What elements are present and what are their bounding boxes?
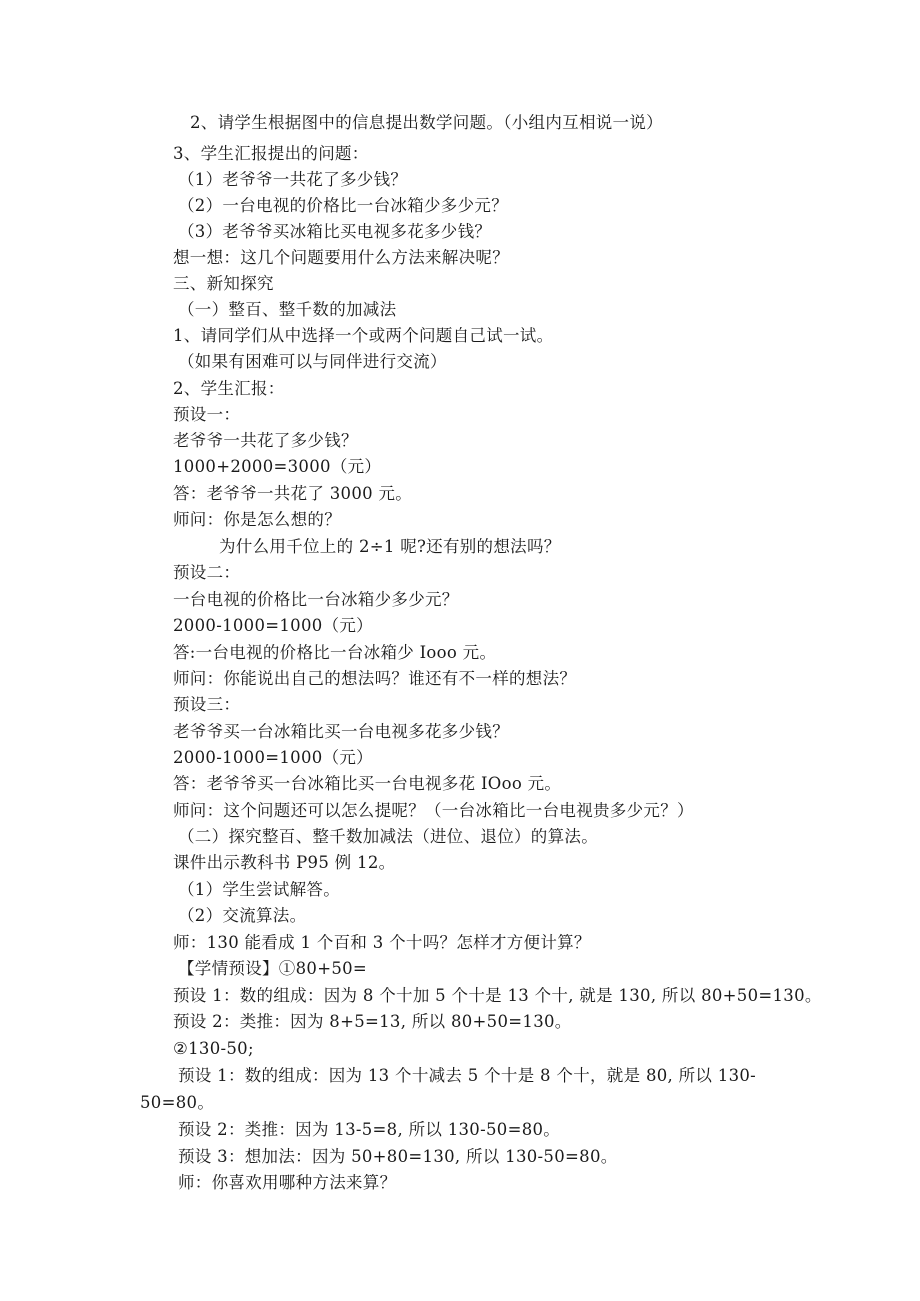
text-line: 预设 2：类推：因为 8+5=13, 所以 80+50=130。	[173, 1012, 572, 1031]
text-line: 预设 2：类推：因为 13-5=8, 所以 130-50=80。	[178, 1120, 561, 1139]
text-line: 师问：这个问题还可以怎么提呢？（一台冰箱比一台电视贵多少元？）	[173, 801, 694, 820]
section-heading: 三、新知探究	[173, 274, 274, 293]
text-line: 答:一台电视的价格比一台冰箱少 Iooo 元。	[173, 643, 497, 662]
equation-line: 2000-1000=1000（元）	[173, 748, 373, 767]
text-line: 老爷爷一共花了多少钱？	[173, 431, 358, 450]
text-line: （1）老爷爷一共花了多少钱？	[178, 170, 408, 189]
text-line: 为什么用千位上的 2÷1 呢?还有别的想法吗？	[219, 537, 561, 556]
text-line: 课件出示教科书 P95 例 12。	[173, 853, 396, 872]
text-line: 答：老爷爷一共花了 3000 元。	[173, 484, 413, 503]
text-line: 师问：你能说出自己的想法吗？谁还有不一样的想法？	[173, 669, 577, 688]
text-line: 预设 1：数的组成：因为 13 个十减去 5 个十是 8 个十，就是 80, 所以 130-	[178, 1066, 757, 1085]
text-line: 预设二：	[173, 563, 241, 582]
text-line: （2）一台电视的价格比一台冰箱少多少元？	[178, 196, 508, 215]
text-line: 师：130 能看成 1 个百和 3 个十吗？怎样才方便计算？	[173, 933, 591, 952]
text-line: （如果有困难可以与同伴进行交流）	[178, 352, 447, 371]
subsection-heading: （一）整百、整千数的加减法	[178, 300, 397, 319]
text-line: 预设三：	[173, 695, 241, 714]
text-line: 2、请学生根据图中的信息提出数学问题。（小组内互相说一说）	[190, 113, 663, 132]
text-line: 师问：你是怎么想的？	[173, 510, 341, 529]
text-line: 预设 3：想加法：因为 50+80=130, 所以 130-50=80。	[178, 1147, 618, 1166]
text-line: 老爷爷买一台冰箱比买一台电视多花多少钱？	[173, 722, 509, 741]
text-line: 师：你喜欢用哪种方法来算？	[178, 1173, 397, 1192]
text-line: 2、学生汇报：	[173, 379, 285, 398]
equation-line: 2000-1000=1000（元）	[173, 616, 373, 635]
text-line: 3、学生汇报提出的问题：	[173, 144, 369, 163]
text-line: （2）交流算法。	[178, 906, 307, 925]
text-line: 【学情预设】①80+50=	[178, 959, 368, 978]
text-line: 50=80。	[140, 1093, 215, 1112]
text-line: （1）学生尝试解答。	[178, 880, 340, 899]
subsection-heading: （二）探究整百、整千数加减法（进位、退位）的算法。	[178, 827, 598, 846]
text-line: （3）老爷爷买冰箱比买电视多花多少钱？	[178, 222, 492, 241]
text-line: 一台电视的价格比一台冰箱少多少元？	[173, 590, 459, 609]
text-line: 答：老爷爷买一台冰箱比买一台电视多花 IOoo 元。	[173, 774, 562, 793]
text-line: 1、请同学们从中选择一个或两个问题自己试一试。	[173, 326, 554, 345]
text-line: 预设 1：数的组成：因为 8 个十加 5 个十是 13 个十, 就是 130, 所以 80+50=130。	[173, 986, 822, 1005]
text-line: 想一想：这几个问题要用什么方法来解决呢？	[173, 248, 509, 267]
equation-line: 1000+2000=3000（元）	[173, 457, 382, 476]
text-line: 预设一：	[173, 405, 241, 424]
text-line: ②130-50;	[173, 1039, 254, 1058]
